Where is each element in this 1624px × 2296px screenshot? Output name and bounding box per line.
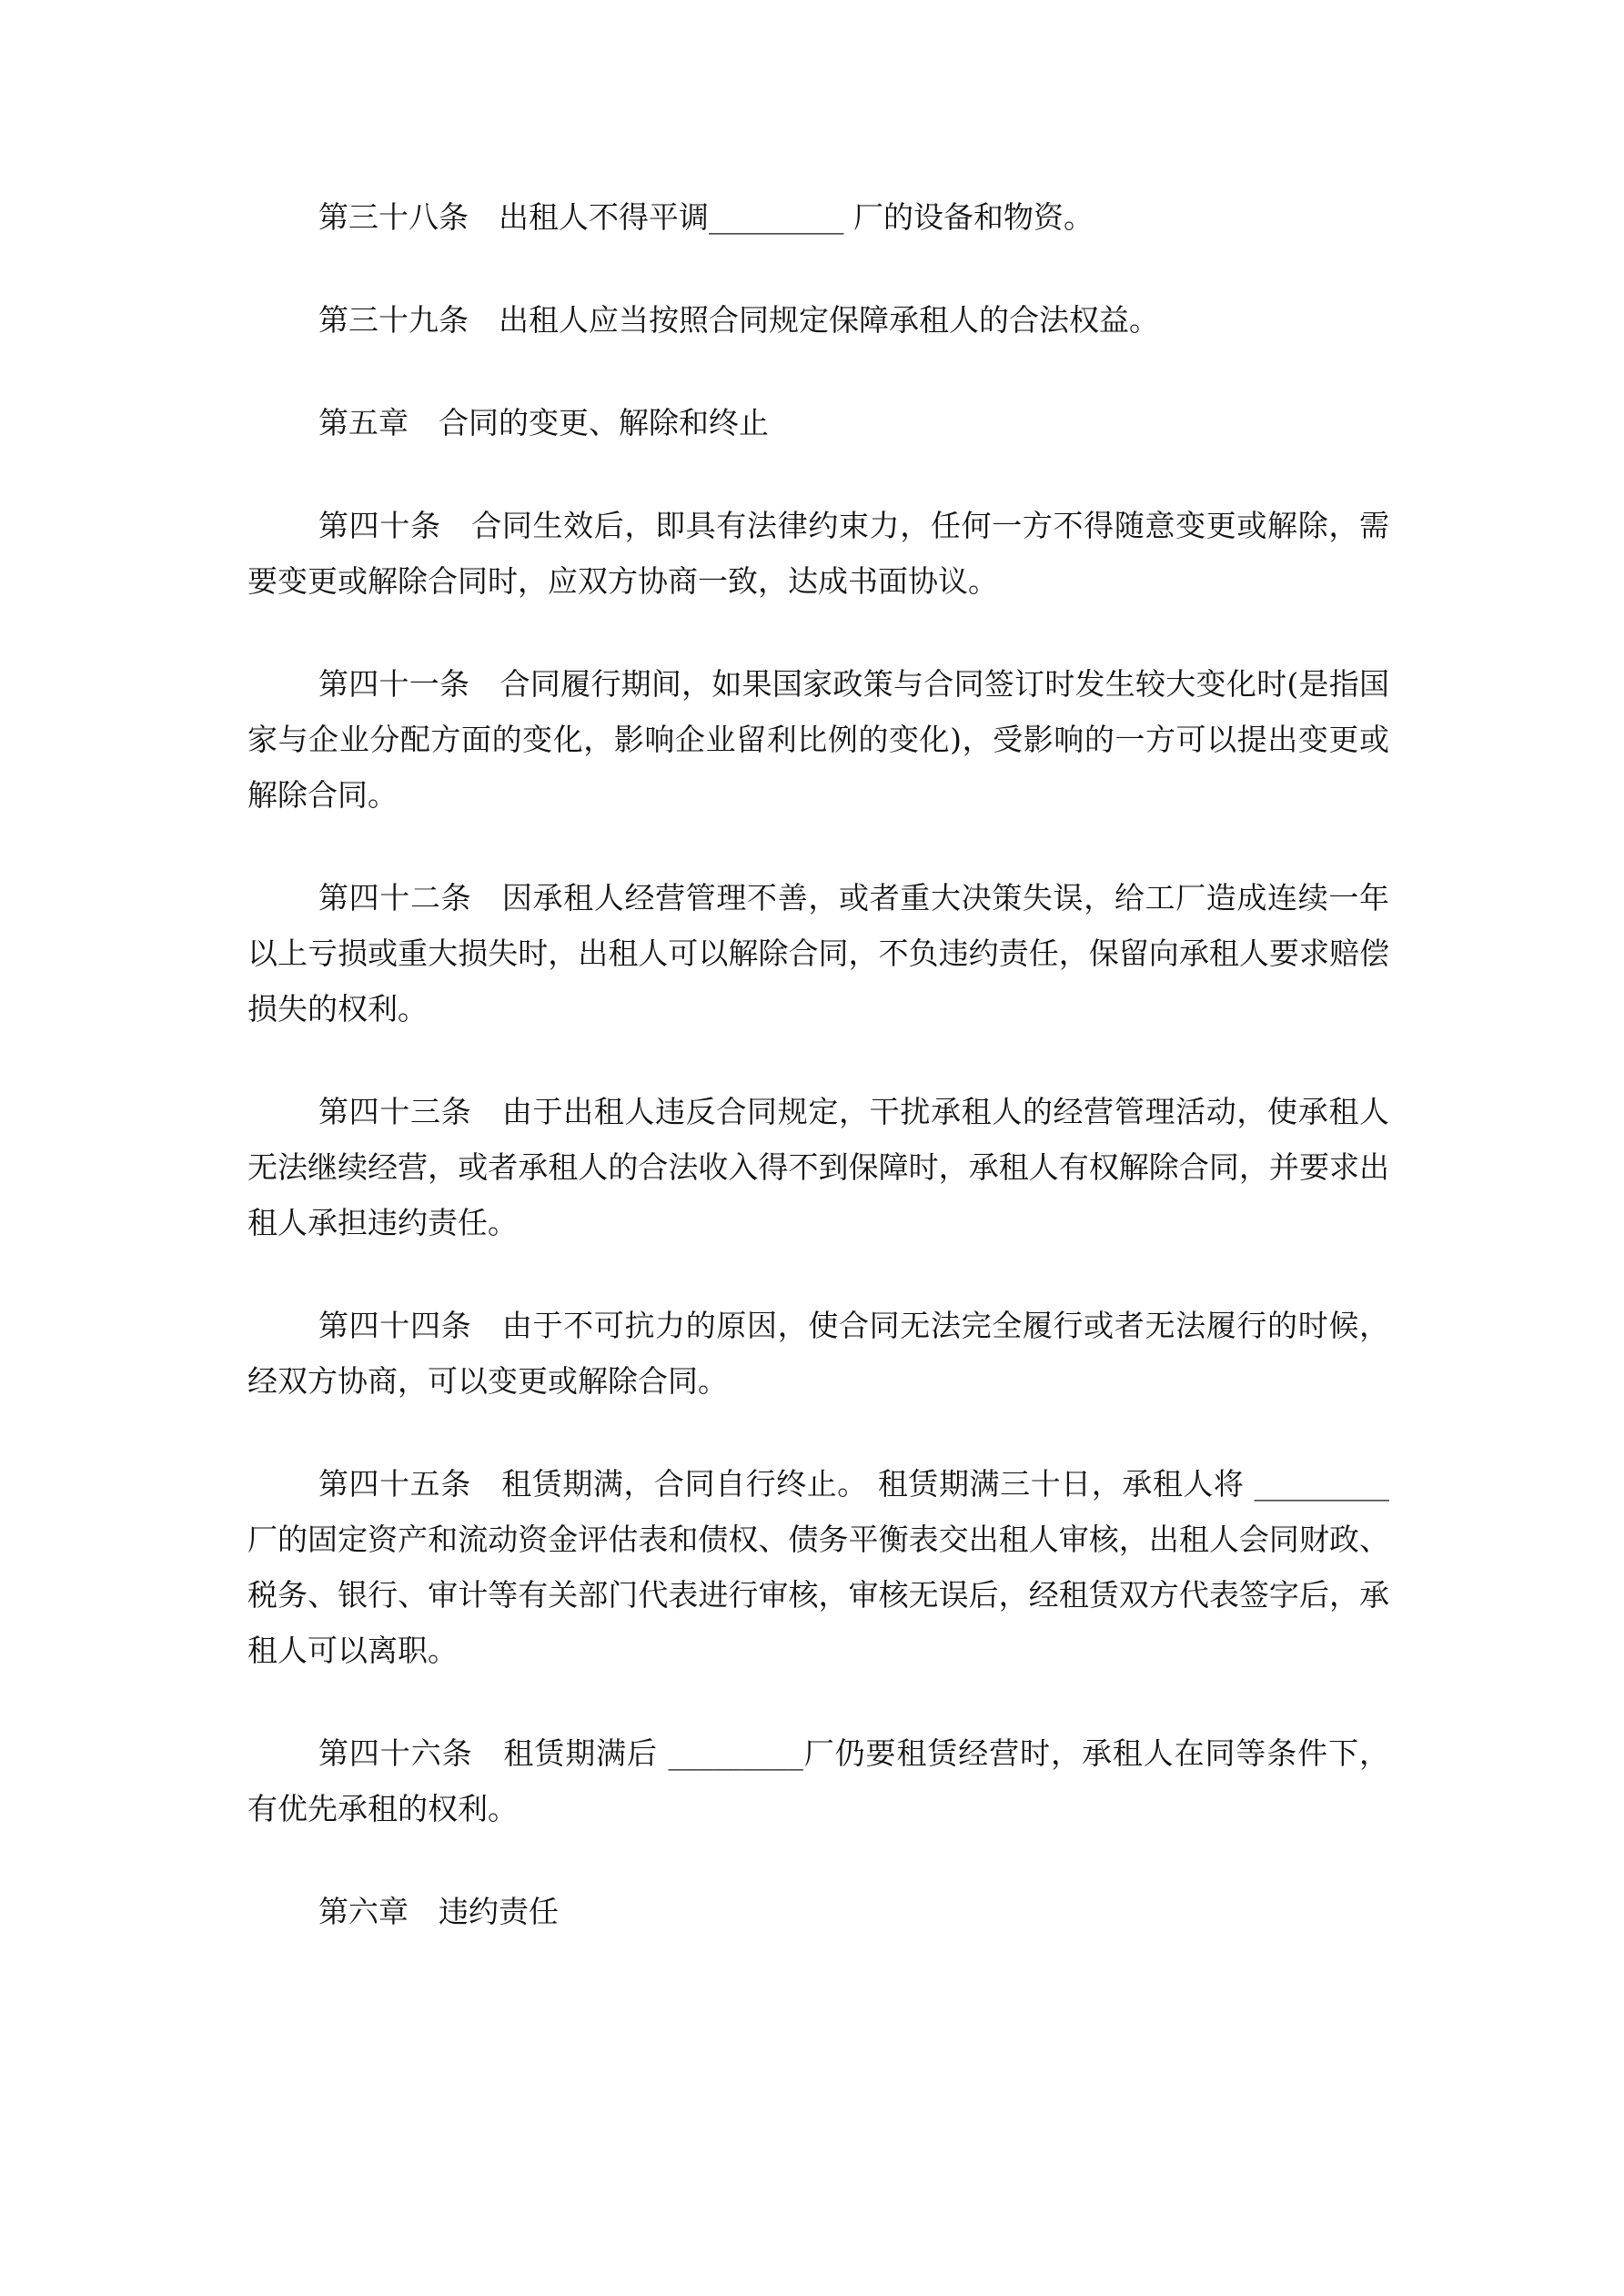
article-43: 第四十三条 由于出租人违反合同规定，干扰承租人的经营管理活动，使承租人无法继续经营，或者承租人的合法收入得不到保障时，承租人有权解除合同，并要求出租人承担违约责任。 — [247, 1094, 1389, 1240]
article-46: 第四十六条 租赁期满后 _________厂仍要租赁经营时，承租人在同等条件下，有优先承租的权利。 — [247, 1735, 1389, 1826]
chapter-6-heading: 第六章 违约责任 — [318, 1894, 559, 1929]
article-39: 第三十九条 出租人应当按照合同规定保障承租人的合法权益。 — [318, 302, 1159, 338]
chapter-5-heading: 第五章 合同的变更、解除和终止 — [318, 405, 769, 440]
document-page — [247, 189, 1389, 1939]
article-41: 第四十一条 合同履行期间，如果国家政策与合同签订时发生较大变化时(是指国家与企业分配方面的变化，影响企业留利比例的变化)，受影响的一方可以提出变更或解除合同。 — [247, 666, 1389, 813]
article-38: 第三十八条 出租人不得平调_________ 厂的设备和物资。 — [318, 199, 1094, 235]
article-40: 第四十条 合同生效后，即具有法律约束力，任何一方不得随意变更或解除，需要变更或解除合同时，应双方协商一致，达成书面协议。 — [247, 508, 1389, 599]
article-42: 第四十二条 因承租人经营管理不善，或者重大决策失误，给工厂造成连续一年以上亏损或重大损失时，出租人可以解除合同，不负违约责任，保留向承租人要求赔偿损失的权利。 — [247, 880, 1389, 1027]
article-44: 第四十四条 由于不可抗力的原因，使合同无法完全履行或者无法履行的时候，经双方协商，可以变更或解除合同。 — [247, 1308, 1389, 1399]
article-45: 第四十五条 租赁期满，合同自行终止。 租赁期满三十日，承租人将 _________厂的固定资产和流动资金评估表和债权、债务平衡表交出租人审核，出租人会同财政、税务、银行、审计等有关部门代表进行审核，审核无误后，经租赁双方代表签字后，承租人可以离职。 — [247, 1466, 1389, 1668]
